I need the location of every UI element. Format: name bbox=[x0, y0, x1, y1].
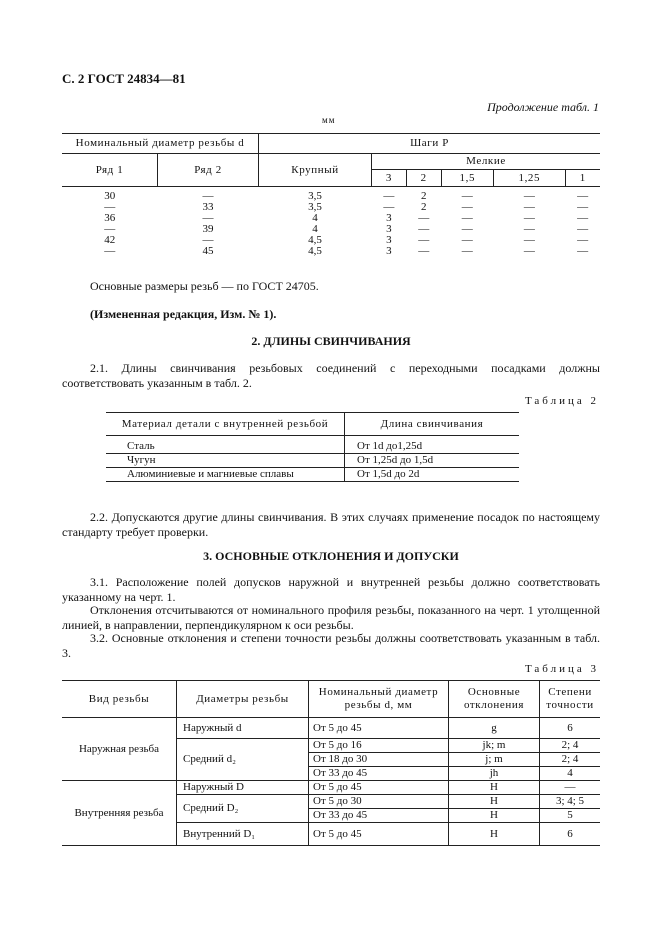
paragraph-3-2: 3.2. Основные отклонения и степени точности резьбы должны соответствовать указанным в табл. 3. bbox=[62, 631, 600, 660]
t3-header-type: Вид резьбы bbox=[62, 681, 177, 718]
table-1 bbox=[62, 133, 600, 257]
table-row: Сталь От 1d до1,25d bbox=[106, 440, 519, 454]
note-amendment: (Измененная редакция, Изм. № 1). bbox=[90, 307, 277, 321]
t3-D-inner: Внутренний D₁ bbox=[177, 823, 309, 846]
t3-internal: Внутренняя резьба bbox=[62, 781, 177, 846]
table-row: От 33 до 45 jh 4 bbox=[62, 767, 600, 781]
paragraph-2-1: 2.1. Длины свинчивания резьбовых соединений с переходными посадками должны соответствовать указанным в табл. 2. bbox=[62, 361, 600, 390]
continuation-label: Продолжение табл. 1 bbox=[487, 100, 599, 114]
t3-header-diam: Диаметры резьбы bbox=[177, 681, 309, 718]
table-3 bbox=[62, 680, 600, 846]
table-row: От 18 до 30 j; m 2; 4 bbox=[62, 753, 600, 767]
table-row: 36 — 4 3 — — — — bbox=[104, 212, 589, 224]
t2-header-material: Материал детали с внутренней резьбой bbox=[106, 413, 345, 436]
table-row: Наружная резьба Наружный d От 5 до 45 g 6 bbox=[62, 718, 600, 739]
section-3-heading: 3. ОСНОВНЫЕ ОТКЛОНЕНИЯ И ДОПУСКИ bbox=[203, 549, 459, 563]
paragraph-3-1-b: Отклонения отсчитываются от номинального профиля резьбы, показанного на черт. 1 утолщенной линией, в направлении, перпендикулярном к оси резьбы. bbox=[62, 603, 600, 632]
table-row: От 33 до 45 H 5 bbox=[62, 809, 600, 823]
t3-header-precision: Степени точности bbox=[540, 681, 601, 718]
table-row: Внутренний D₁ От 5 до 45 H 6 bbox=[62, 823, 600, 846]
paragraph-2-2: 2.2. Допускаются другие длины свинчивания. В этих случаях применение посадок по настоящему стандарту требует проверки. bbox=[62, 510, 600, 539]
t3-external: Наружная резьба bbox=[62, 718, 177, 781]
table-row: — 33 3,5 — 2 — — — bbox=[104, 201, 589, 213]
unit-label: мм bbox=[322, 115, 336, 125]
table-row: Алюминиевые и магниевые сплавы От 1,5d до 2d bbox=[106, 468, 519, 482]
t1-fine-col: 3 bbox=[372, 170, 407, 187]
table-row: Чугун От 1,25d до 1,5d bbox=[106, 454, 519, 468]
t1-fine-col: 1,25 bbox=[493, 170, 565, 187]
t1-header-nominal: Номинальный диаметр резьбы d bbox=[62, 134, 259, 154]
t1-header-coarse: Крупный bbox=[259, 154, 372, 187]
t3-header-deviation: Основные отклонения bbox=[449, 681, 540, 718]
table-row: 42 — 4,5 3 — — — — bbox=[104, 234, 589, 246]
table-2-label: Таблица 2 bbox=[524, 395, 599, 407]
section-2-heading: 2. ДЛИНЫ СВИНЧИВАНИЯ bbox=[251, 334, 411, 348]
t3-d-outer: Наружный d bbox=[177, 718, 309, 739]
t1-fine-col: 2 bbox=[406, 170, 441, 187]
t1-header-fine: Мелкие bbox=[372, 154, 601, 170]
table-row: 30 — 3,5 — 2 — — — bbox=[104, 190, 589, 202]
t3-D-outer: Наружный D bbox=[177, 781, 309, 795]
t1-header-steps: Шаги P bbox=[259, 134, 601, 154]
t1-header-row2: Ряд 2 bbox=[158, 154, 259, 187]
t3-header-nominal: Номинальный диаметр резьбы d, мм bbox=[309, 681, 449, 718]
paragraph-3-1: 3.1. Расположение полей допусков наружной и внутренней резьбы должно соответствовать указанному на черт. 1. bbox=[62, 575, 600, 604]
table-2 bbox=[106, 412, 519, 482]
t1-header-row1: Ряд 1 bbox=[62, 154, 158, 187]
t1-fine-col: 1 bbox=[565, 170, 600, 187]
page-header: С. 2 ГОСТ 24834—81 bbox=[62, 71, 186, 86]
t1-fine-col: 1,5 bbox=[441, 170, 493, 187]
table-row: — 45 4,5 3 — — — — bbox=[104, 245, 589, 257]
table-3-label: Таблица 3 bbox=[524, 663, 599, 675]
t2-header-length: Длина свинчивания bbox=[380, 417, 484, 430]
t3-D-mid: Средний D₂ bbox=[177, 795, 309, 823]
table-row: Средний D₂ От 5 до 30 H 3; 4; 5 bbox=[62, 795, 600, 809]
table-row: — 39 4 3 — — — — bbox=[104, 223, 589, 235]
note-sizes: Основные размеры резьб — по ГОСТ 24705. bbox=[90, 279, 319, 293]
t3-d-mid: Средний d₂ bbox=[177, 739, 309, 781]
table-row: Средний d₂ От 5 до 16 jk; m 2; 4 bbox=[62, 739, 600, 753]
table-row: Внутренняя резьба Наружный D От 5 до 45 H — bbox=[62, 781, 600, 795]
